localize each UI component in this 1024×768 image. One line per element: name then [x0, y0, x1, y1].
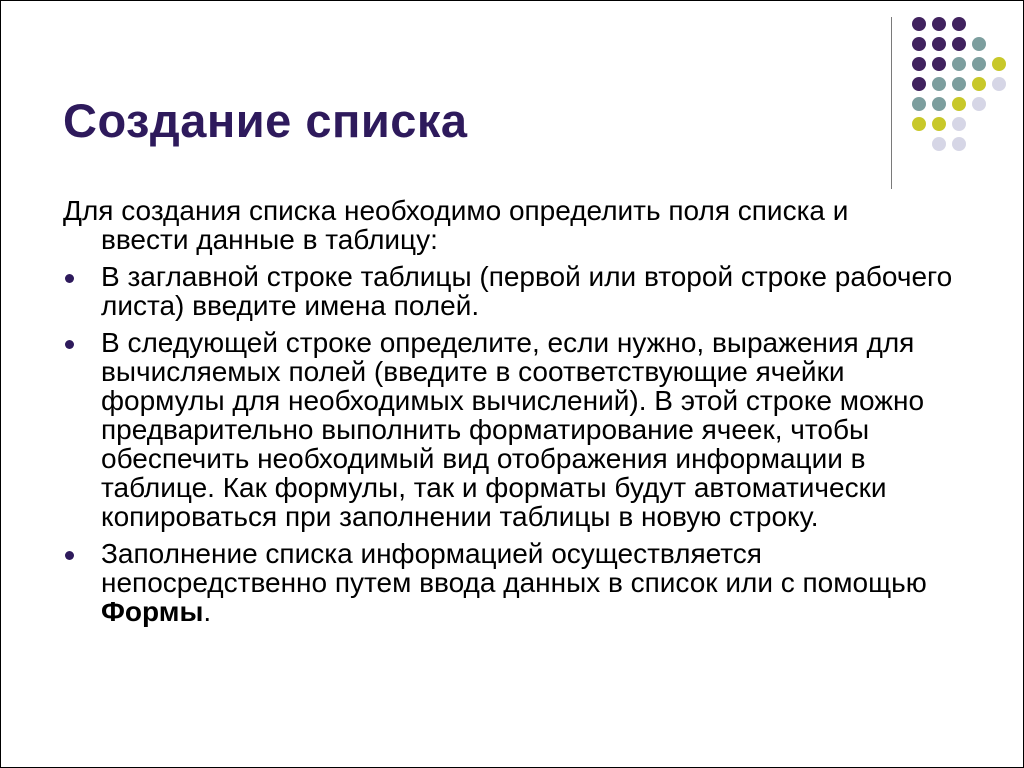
list-item-text: Заполнение списка информацией осуществляется непосредственно путем ввода данных в список или с помощью: [101, 538, 927, 598]
divider-line: [891, 17, 892, 189]
bullet-dot-icon: [65, 551, 74, 560]
bullet-list: [63, 262, 963, 626]
decorative-dot: [952, 37, 966, 51]
decorative-dot: [932, 97, 946, 111]
decorative-dot: [932, 117, 946, 131]
slide-title: Создание списка: [63, 94, 468, 147]
decorative-dot: [952, 57, 966, 71]
decorative-dot: [972, 97, 986, 111]
list-item-text: В заглавной строке таблицы (первой или второй строке рабочего листа) введите имена полей.: [101, 261, 953, 321]
decorative-dot: [932, 77, 946, 91]
decorative-dot: [912, 17, 926, 31]
decorative-dot: [952, 117, 966, 131]
bullet-dot-icon: [65, 340, 74, 349]
decorative-dot: [952, 77, 966, 91]
decorative-dot: [952, 97, 966, 111]
decorative-dot: [932, 17, 946, 31]
bullet-dot-icon: [65, 274, 74, 283]
decorative-dot: [972, 77, 986, 91]
decorative-dot: [932, 57, 946, 71]
list-item-bold-text: Формы: [101, 596, 204, 627]
decorative-dot: [972, 57, 986, 71]
list-item-text-end: .: [203, 596, 212, 627]
decorative-dot: [952, 17, 966, 31]
decorative-dot: [912, 97, 926, 111]
slide-body: [63, 196, 963, 634]
intro-paragraph: [63, 196, 963, 254]
intro-line-2: ввести данные в таблицу:: [101, 224, 438, 255]
list-item-text: В следующей строке определите, если нужно, выражения для вычисляемых полей (введите в соответствующие ячейки формулы для необходимых вычислений). В этой строке можно предварительно выполнить форматирование ячеек, чтобы обеспечить необходимый вид отображения информации в таблице. Как формулы, так и форматы будут автоматически копироваться при заполнении таблицы в новую строку.: [101, 327, 925, 532]
decorative-dot: [912, 117, 926, 131]
list-item: [63, 539, 963, 626]
decorative-dot: [912, 57, 926, 71]
decorative-dot: [912, 37, 926, 51]
decorative-dot: [932, 37, 946, 51]
decorative-dot: [992, 77, 1006, 91]
intro-line-1: Для создания списка необходимо определить поля списка и: [63, 195, 849, 226]
list-item: [63, 328, 963, 531]
decorative-dot: [952, 137, 966, 151]
decorative-dot: [972, 37, 986, 51]
decorative-dot: [932, 137, 946, 151]
decorative-dot: [992, 57, 1006, 71]
decorative-dot: [912, 77, 926, 91]
list-item: [63, 262, 963, 320]
